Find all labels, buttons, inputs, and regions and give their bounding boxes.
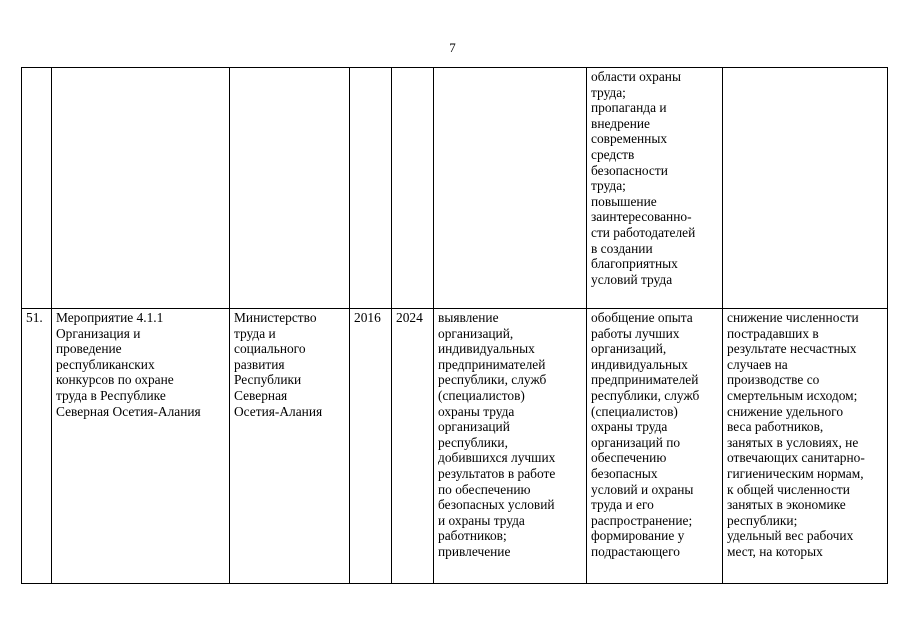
cell-measure bbox=[52, 68, 230, 309]
cell-year-start: 2016 bbox=[350, 309, 392, 584]
table-row-continuation bbox=[22, 68, 888, 309]
cell-executor: Министерство труда и социального развития Республики Северная Осетия-Алания bbox=[230, 309, 350, 584]
cell-effect: обобщение опыта работы лучших организаций, индивидуальных предпринимателей республики, служб (специалистов) охраны труда организаций по обеспечению безопасных условий и охраны труда и его распространение; формирование у подрастающего bbox=[587, 309, 723, 584]
cell-content: выявление организаций, индивидуальных предпринимателей республики, служб (специалистов) охраны труда организаций республики, добившихся лучших результатов в работе по обеспечению безопасных условий и охраны труда работников; привлечение bbox=[434, 309, 587, 584]
cell-indicators: снижение численности пострадавших в результате несчастных случаев на производстве со смертельным исходом; снижение удельного веса работников, занятых в условиях, не отвечающих санитарно- гигиеническим нормам, к общей численности занятых в экономике республики; удельный вес рабочих мест, на которых bbox=[723, 309, 888, 584]
cell-num: 51. bbox=[22, 309, 52, 584]
page-number: 7 bbox=[449, 40, 456, 55]
cell-year-end: 2024 bbox=[392, 309, 434, 584]
table-row-51 bbox=[22, 309, 888, 584]
measures-table bbox=[21, 67, 888, 584]
cell-year-end bbox=[392, 68, 434, 309]
cell-indicators bbox=[723, 68, 888, 309]
cell-content bbox=[434, 68, 587, 309]
cell-executor bbox=[230, 68, 350, 309]
cell-measure: Мероприятие 4.1.1 Организация и проведение республиканских конкурсов по охране труда в Республике Северная Осетия-Алания bbox=[52, 309, 230, 584]
cell-year-start bbox=[350, 68, 392, 309]
cell-num bbox=[22, 68, 52, 309]
cell-effect: области охраны труда; пропаганда и внедрение современных средств безопасности труда; повышение заинтересованно- сти работодателей в создании благоприятных условий труда bbox=[587, 68, 723, 309]
